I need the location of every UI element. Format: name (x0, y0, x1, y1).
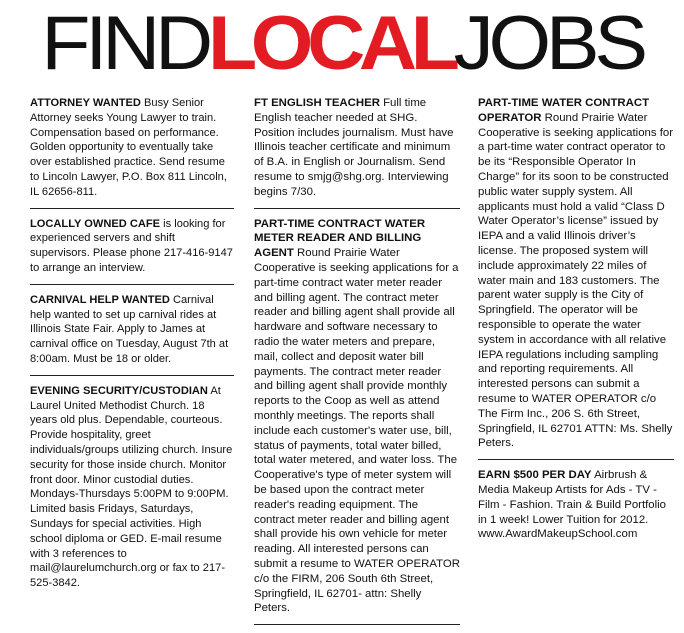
ad-body: Full time English teacher needed at SHG. Position includes journalism. Must have Illinois teacher certificate and minimum of B.A. in English or Journalism. Send resume to smjg@shg.org. Interviewing begins 7/30. (254, 97, 454, 198)
masthead-word-local: LOCAL (207, 1, 454, 86)
ad-body: Busy Senior Attorney seeks Young Lawyer to train. Compensation based on performance. Golden opportunity to eventually take over established practice. Send resume to Lincoln Lawyer, P.O. Box 811 Lincoln, IL 62656-811. (30, 97, 227, 198)
ad-earn-500-per-day (478, 468, 674, 550)
column-1 (30, 96, 234, 607)
ad-water-contract-operator (478, 96, 674, 460)
ad-locally-owned-cafe (30, 217, 234, 285)
column-3 (478, 96, 674, 558)
masthead-word-jobs: JOBS (453, 1, 643, 86)
ad-body: At Laurel United Methodist Church. 18 years old plus. Dependable, courteous. Provide hospitality, greet individuals/groups utilizing church. Insure security for those inside church. Monitor front door. Minor custodial duties. Mondays-Thursdays 5:00PM to 9:00PM. Limited basis Fridays, Saturdays, Sundays for special activities. High school diploma or GED. E-mail resume with 3 references to mail@laurelumchurch.org or fax to 217-525-3842. (30, 384, 233, 590)
classified-columns (30, 96, 674, 615)
ad-heading: PART-TIME CONTRACT WATER METER READER AND BILLING AGENT (254, 217, 426, 260)
ad-ft-english-teacher (254, 96, 460, 209)
ad-body: is looking for experienced servers and shift supervisors. Please phone 217-416-9147 to arrange an interview. (30, 217, 233, 274)
ad-body: Airbrush & Media Makeup Artists for Ads - TV - Film - Fashion. Train & Build Portfolio in 1 week! Lower Tuition for 2012. www.AwardMakeupSchool.com (478, 469, 667, 541)
ad-body: Carnival help wanted to set up carnival rides at Illinois State Fair. Apply to James at carnival office on Tuesday, August 7th at 8:00am. Must be 18 or older. (30, 293, 229, 365)
masthead-word-find: FIND (41, 1, 208, 86)
ad-heading: FT ENGLISH TEACHER (254, 97, 380, 109)
ad-body: Round Prairie Water Cooperative is seeking applications for a part-time water contract operator to be its “Responsible Operator In Charge” for its soon to be constructed public water supply system. All applicants must hold a valid “Class D Water Operator’s license” issued by IEPA and a valid Illinois driver’s license. The proposed system will include approximately 22 miles of water main and 183 customers. The parent water supply is the City of Springfield. The operator will be responsible to operate the water system in accordance with all relative IEPA regulations including sampling and reporting requirements. All interested persons can submit a resume to WATER OPERATOR c/o The Firm Inc., 206 S. 6th Street, Springfield, IL 62701 ATTN: Ms. Shelly Peters. (478, 111, 674, 450)
ad-heading: ATTORNEY WANTED (30, 97, 141, 109)
ad-heading: LOCALLY OWNED CAFE (30, 217, 161, 230)
ad-carnival-help-wanted (30, 293, 234, 376)
ad-heading: PART-TIME WATER CONTRACT OPERATOR (478, 97, 650, 124)
ad-water-meter-reader (254, 217, 460, 626)
ad-body: Round Prairie Water Cooperative is seeking applications for a part-time contract water meter reader and billing agent. The contract meter reader and billing agent shall provide all hardware and software necessary to radio the water meters and prepare, mail, collect and deposit water bill payments. The contract meter reader and billing agent shall provide monthly reports to the Coop as well as attend monthly meetings. The reports shall include each customer's water use, bill, status of payments, total water billed, total water metered, and water loss. The Cooperative's type of meter system will be based upon the contract meter reader's reading equipment. The contract meter reader and billing agent shall provide his own vehicle for meter reading. All interested persons can submit a resume to WATER OPERATOR c/o the FIRM, 206 South 6th Street, Springfield, IL 62701- attn: Shelly Peters. (254, 247, 460, 615)
column-2 (254, 96, 460, 633)
ad-heading: EARN $500 PER DAY (478, 469, 592, 482)
ad-heading: EVENING SECURITY/CUSTODIAN (30, 384, 208, 397)
masthead-title (0, 1, 684, 86)
ad-evening-security-custodian (30, 384, 234, 599)
ad-attorney-wanted (30, 96, 234, 209)
ad-heading: CARNIVAL HELP WANTED (30, 293, 170, 306)
